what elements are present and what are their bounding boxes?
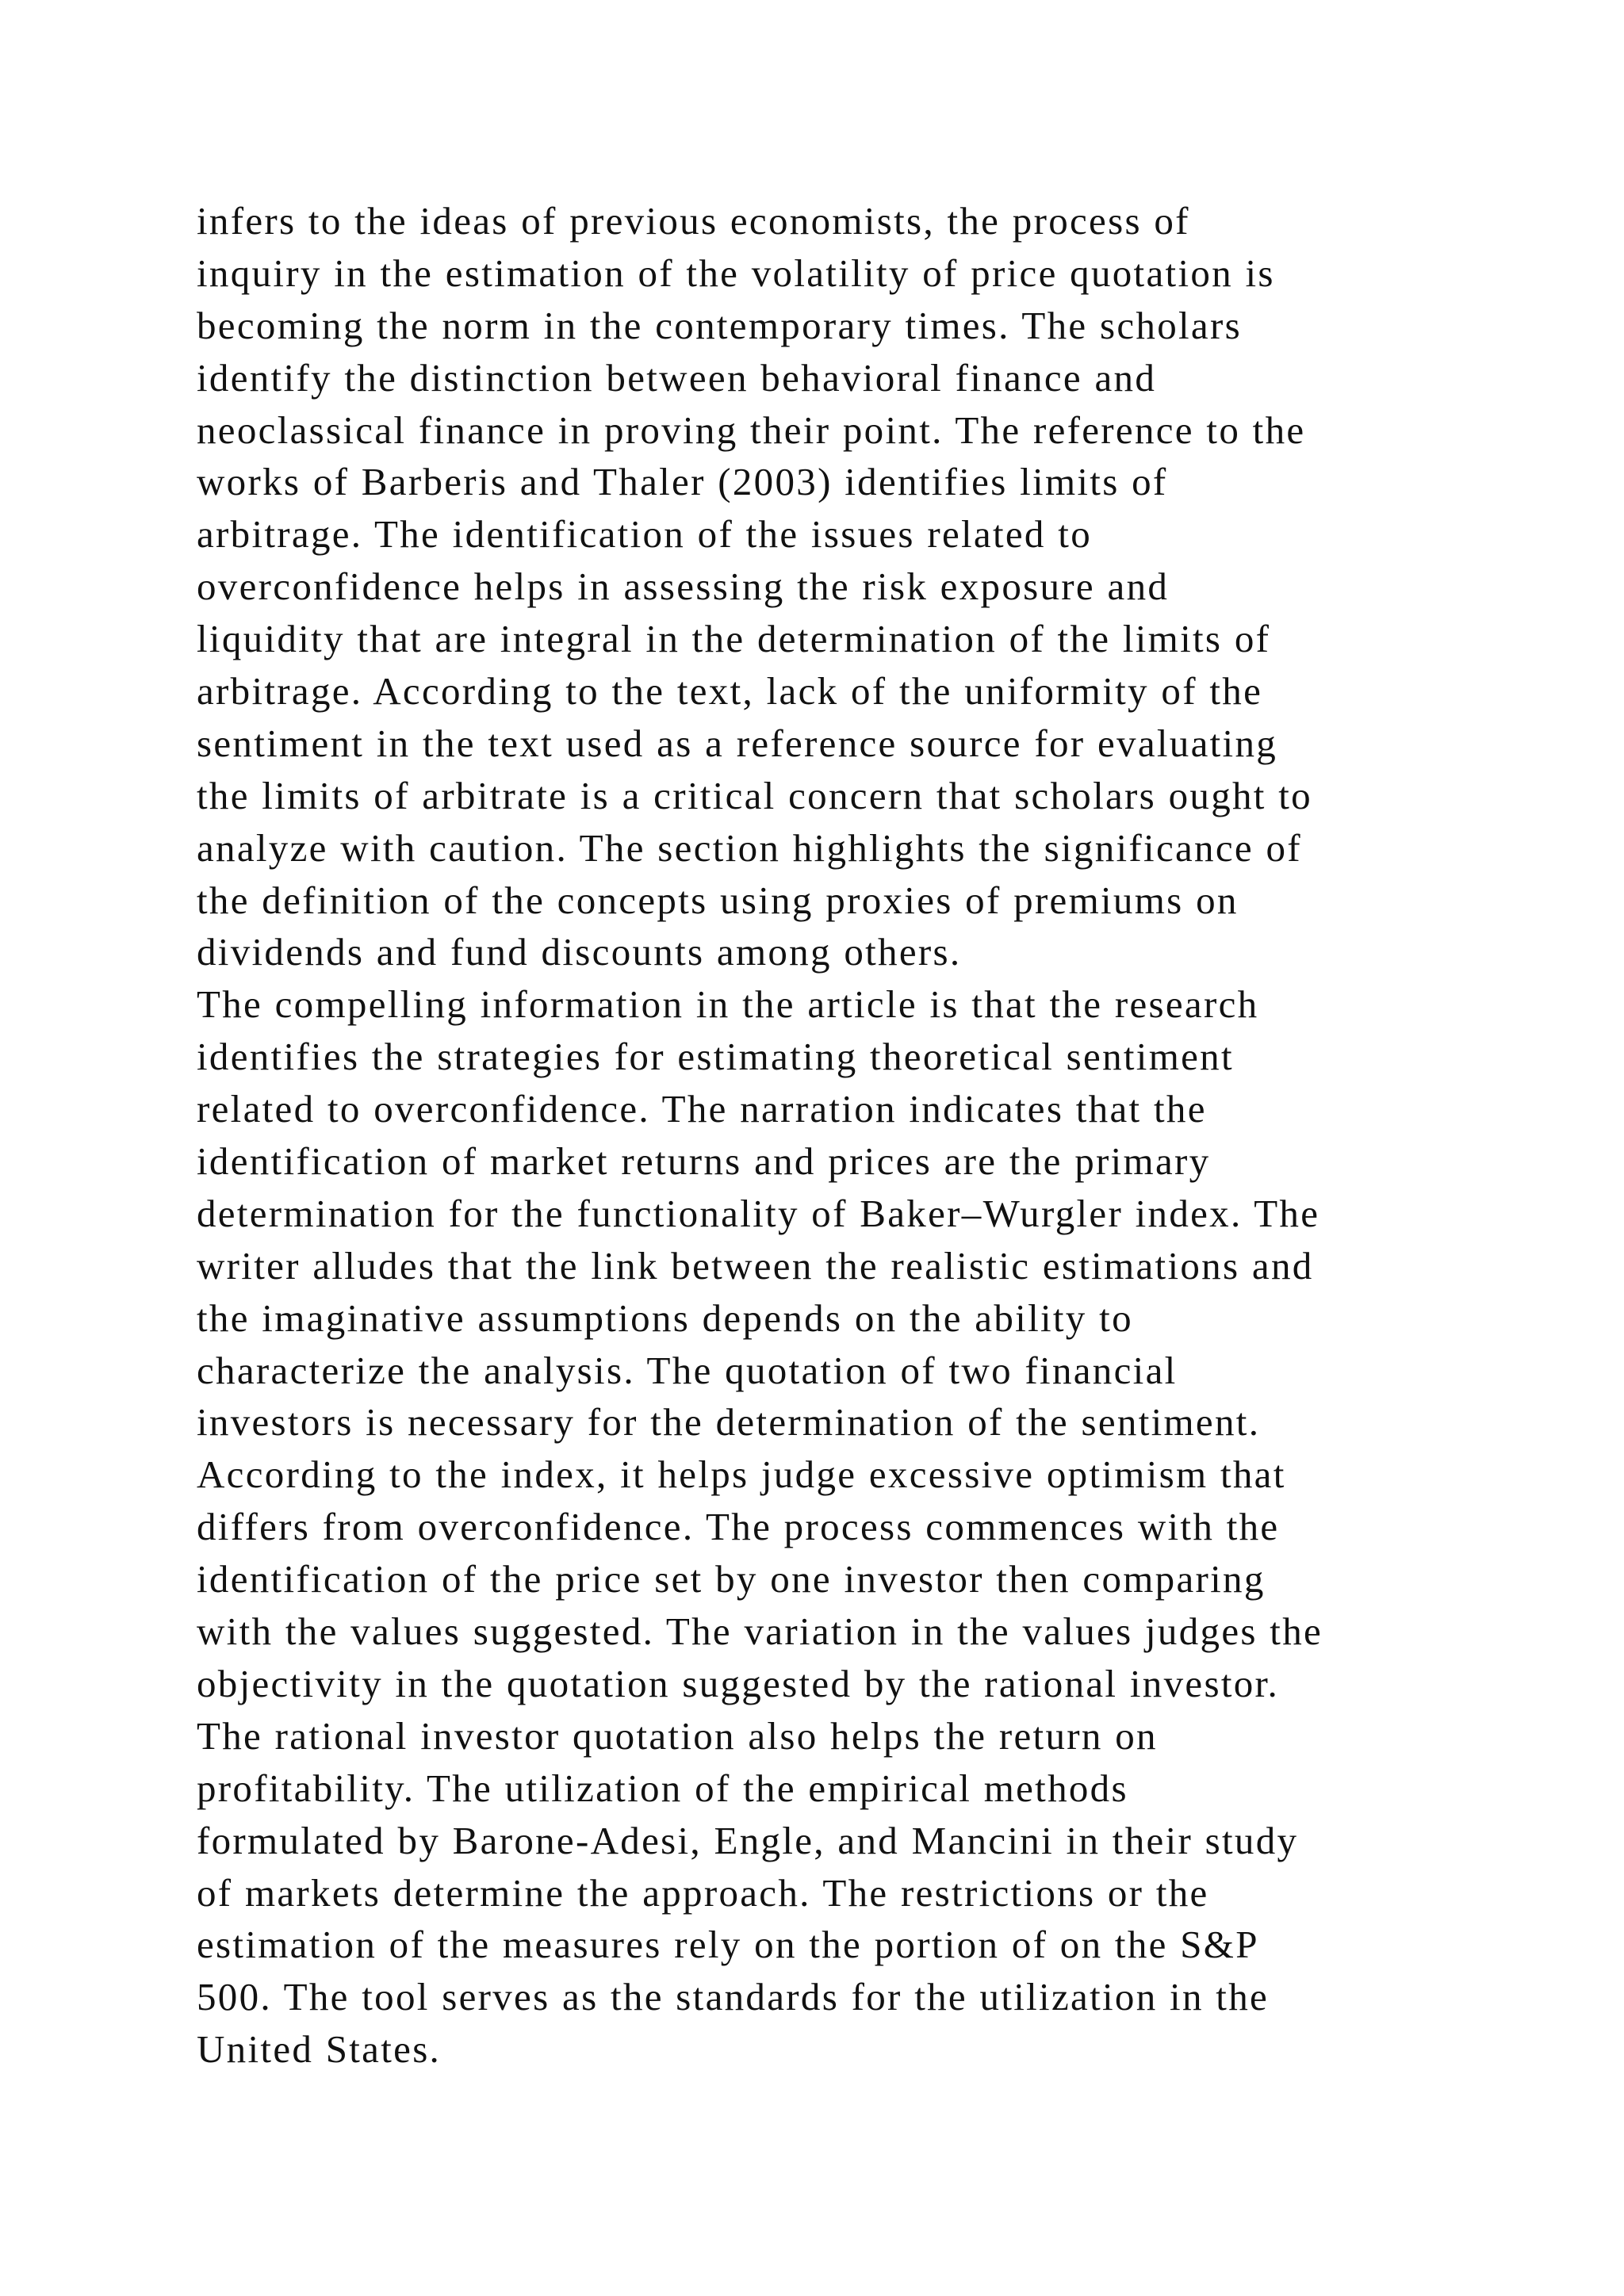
- text-line: the definition of the concepts using proxies of premiums on: [197, 878, 1239, 922]
- body-text: [197, 195, 1505, 2076]
- text-line: neoclassical finance in proving their point. The reference to the: [197, 408, 1306, 452]
- text-line: identification of the price set by one investor then comparing: [197, 1557, 1266, 1601]
- text-line: identification of market returns and prices are the primary: [197, 1139, 1211, 1184]
- text-line: the imaginative assumptions depends on the ability to: [197, 1295, 1133, 1340]
- text-line: estimation of the measures rely on the portion of on the S&P: [197, 1923, 1259, 1967]
- text-line: with the values suggested. The variation in the values judges the: [197, 1609, 1323, 1654]
- text-line: the limits of arbitrate is a critical concern that scholars ought to: [197, 773, 1312, 817]
- text-line: arbitrage. According to the text, lack of the uniformity of the: [197, 669, 1263, 714]
- text-line: United States.: [197, 2027, 442, 2072]
- text-line: analyze with caution. The section highlights the significance of: [197, 825, 1302, 870]
- text-line: investors is necessary for the determination of the sentiment.: [197, 1400, 1261, 1445]
- text-line: becoming the norm in the contemporary times. The scholars: [197, 303, 1242, 347]
- text-line: of markets determine the approach. The restrictions or the: [197, 1870, 1209, 1915]
- text-line: objectivity in the quotation suggested by the rational investor.: [197, 1661, 1280, 1705]
- text-line: identify the distinction between behavioral finance and: [197, 355, 1157, 400]
- text-line: The compelling information in the article is that the research: [197, 982, 1259, 1027]
- text-line: liquidity that are integral in the determination of the limits of: [197, 617, 1271, 661]
- text-line: formulated by Barone-Adesi, Engle, and Mancini in their study: [197, 1818, 1299, 1862]
- text-line: related to overconfidence. The narration indicates that the: [197, 1087, 1207, 1131]
- text-line: differs from overconfidence. The process commences with the: [197, 1505, 1280, 1549]
- text-line: works of Barberis and Thaler (2003) identifies limits of: [197, 460, 1168, 504]
- text-line: sentiment in the text used as a reference source for evaluating: [197, 721, 1278, 765]
- text-line: characterize the analysis. The quotation of two financial: [197, 1348, 1178, 1392]
- text-line: writer alludes that the link between the realistic estimations and: [197, 1243, 1314, 1288]
- text-line: According to the index, it helps judge excessive optimism that: [197, 1452, 1286, 1497]
- text-line: The rational investor quotation also helps the return on: [197, 1713, 1158, 1758]
- text-line: arbitrage. The identification of the issues related to: [197, 512, 1093, 557]
- text-line: 500. The tool serves as the standards for the utilization in the: [197, 1975, 1270, 2019]
- text-line: overconfidence helps in assessing the risk exposure and: [197, 564, 1170, 609]
- text-line: identifies the strategies for estimating theoretical sentiment: [197, 1035, 1234, 1079]
- text-line: profitability. The utilization of the empirical methods: [197, 1766, 1128, 1810]
- text-line: determination for the functionality of Baker–Wurgler index. The: [197, 1191, 1320, 1235]
- text-line: inquiry in the estimation of the volatility of price quotation is: [197, 251, 1275, 295]
- text-line: dividends and fund discounts among others.: [197, 930, 962, 974]
- text-line: infers to the ideas of previous economists, the process of: [197, 199, 1190, 243]
